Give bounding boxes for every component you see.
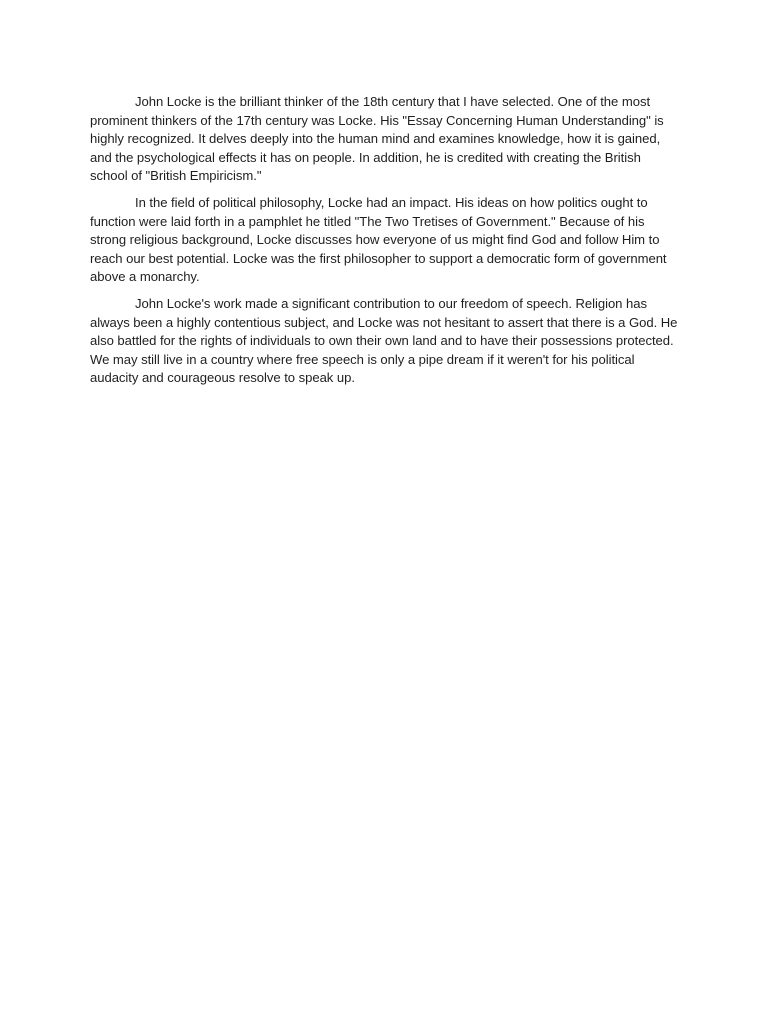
- paragraph-2: In the field of political philosophy, Locke had an impact. His ideas on how politics ought to function were laid forth in a pamphlet he titled "The Two Tretises of Government." Because of his strong religious background, Locke discusses how everyone of us might find God and follow Him to reach our best potential. Locke was the first philosopher to support a democratic form of government above a monarchy.: [90, 194, 667, 285]
- paragraph-1: John Locke is the brilliant thinker of the 18th century that I have selected. One of the most prominent thinkers of the 17th century was Locke. His "Essay Concerning Human Understanding" is highly recognized. It delves deeply into the human mind and examines knowledge, how it is gained, and the psychological effects it has on people. In addition, he is credited with creating the British school of "British Empiricism.": [90, 94, 664, 184]
- paragraph-3: John Locke's work made a significant contribution to our freedom of speech. Religion has always been a highly contentious subject, and Locke was not hesitant to assert that there is a God. He also battled for the rights of individuals to own their own land and to have their possessions protected. We may still live in a country where free speech is only a pipe dream if it weren't for his political audacity and courageous resolve to speak up.: [90, 295, 678, 386]
